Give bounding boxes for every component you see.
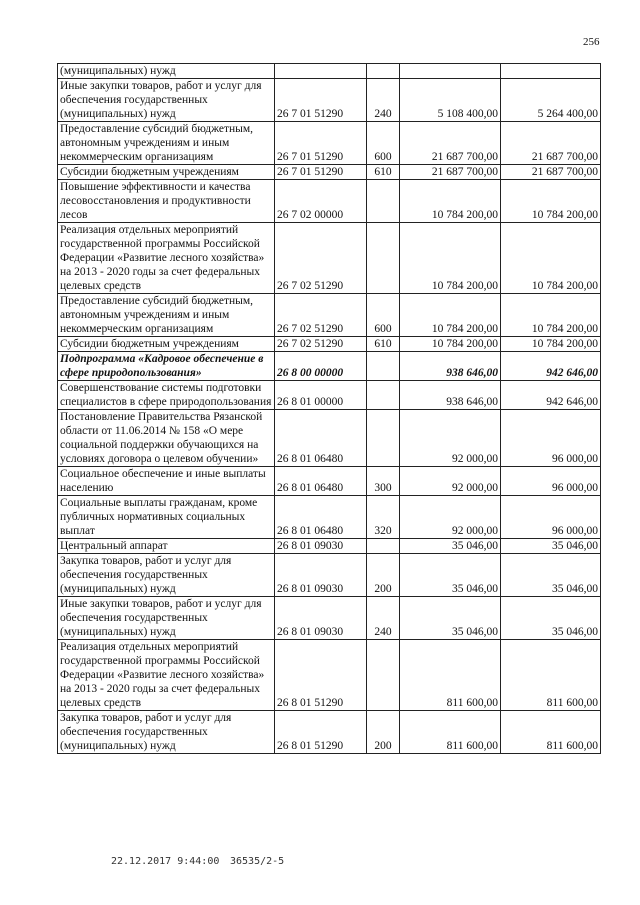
expense-type-cell: 200 <box>367 711 400 754</box>
target-code-cell: 26 7 02 00000 <box>275 180 367 223</box>
target-code-cell: 26 8 01 09030 <box>275 539 367 554</box>
amount-2020-cell: 10 784 200,00 <box>501 180 601 223</box>
table-row <box>58 467 601 496</box>
row-name-cell: Закупка товаров, работ и услуг для обеспечения государственных (муниципальных) нужд <box>58 554 275 597</box>
row-name-cell: Социальные выплаты гражданам, кроме публичных нормативных социальных выплат <box>58 496 275 539</box>
amount-2020-cell: 10 784 200,00 <box>501 223 601 294</box>
row-name-cell: Социальное обеспечение и иные выплаты населению <box>58 467 275 496</box>
amount-2020-cell: 21 687 700,00 <box>501 122 601 165</box>
amount-2020-cell: 10 784 200,00 <box>501 337 601 352</box>
expense-type-cell: 320 <box>367 496 400 539</box>
footer-datetime: 22.12.2017 9:44:00 <box>111 856 220 867</box>
row-name-cell: Субсидии бюджетным учреждениям <box>58 165 275 180</box>
row-name-cell: Субсидии бюджетным учреждениям <box>58 337 275 352</box>
table-row <box>58 381 601 410</box>
page-number: 256 <box>583 36 600 48</box>
table-row <box>58 640 601 711</box>
row-name-cell: Закупка товаров, работ и услуг для обеспечения государственных (муниципальных) нужд <box>58 711 275 754</box>
expense-type-cell: 600 <box>367 122 400 165</box>
target-code-cell: 26 7 02 51290 <box>275 294 367 337</box>
target-code-cell: 26 7 02 51290 <box>275 337 367 352</box>
expense-type-cell: 610 <box>367 165 400 180</box>
amount-2019-cell: 92 000,00 <box>400 410 501 467</box>
target-code-cell: 26 8 01 06480 <box>275 410 367 467</box>
row-name-cell: Иные закупки товаров, работ и услуг для обеспечения государственных (муниципальных) нужд <box>58 79 275 122</box>
table-row <box>58 223 601 294</box>
expense-type-cell: 610 <box>367 337 400 352</box>
footer-doc-id: 36535/2-5 <box>230 856 285 867</box>
target-code-cell: 26 8 01 06480 <box>275 467 367 496</box>
expense-type-cell: 240 <box>367 597 400 640</box>
table-row <box>58 410 601 467</box>
expense-type-cell <box>367 180 400 223</box>
amount-2019-cell: 938 646,00 <box>400 381 501 410</box>
expense-type-cell <box>367 64 400 79</box>
row-name-cell: Повышение эффективности и качества лесовосстановления и продуктивности лесов <box>58 180 275 223</box>
table-row <box>58 496 601 539</box>
amount-2020-cell: 35 046,00 <box>501 539 601 554</box>
table-row <box>58 597 601 640</box>
amount-2020-cell: 35 046,00 <box>501 554 601 597</box>
expense-type-cell: 600 <box>367 294 400 337</box>
amount-2019-cell: 10 784 200,00 <box>400 337 501 352</box>
table-row <box>58 180 601 223</box>
amount-2019-cell: 811 600,00 <box>400 640 501 711</box>
row-name-cell: Постановление Правительства Рязанской области от 11.06.2014 № 158 «О мере социальной поддержки обучающихся на условиях договора о целевом обучении» <box>58 410 275 467</box>
amount-2019-cell: 35 046,00 <box>400 597 501 640</box>
target-code-cell: 26 8 01 51290 <box>275 711 367 754</box>
expense-type-cell <box>367 352 400 381</box>
budget-table-body <box>58 64 601 754</box>
table-row <box>58 64 601 79</box>
target-code-cell: 26 7 01 51290 <box>275 122 367 165</box>
amount-2019-cell: 811 600,00 <box>400 711 501 754</box>
expense-type-cell <box>367 640 400 711</box>
amount-2020-cell: 96 000,00 <box>501 496 601 539</box>
amount-2019-cell: 92 000,00 <box>400 467 501 496</box>
table-row <box>58 352 601 381</box>
target-code-cell: 26 8 01 51290 <box>275 640 367 711</box>
target-code-cell: 26 8 01 06480 <box>275 496 367 539</box>
table-row <box>58 711 601 754</box>
amount-2019-cell: 21 687 700,00 <box>400 122 501 165</box>
row-name-cell: Центральный аппарат <box>58 539 275 554</box>
row-name-cell: Предоставление субсидий бюджетным, автономным учреждениям и иным некоммерческим организациям <box>58 122 275 165</box>
target-code-cell: 26 8 01 00000 <box>275 381 367 410</box>
expense-type-cell <box>367 539 400 554</box>
amount-2020-cell: 942 646,00 <box>501 381 601 410</box>
expense-type-cell <box>367 410 400 467</box>
row-name-cell: Предоставление субсидий бюджетным, автономным учреждениям и иным некоммерческим организациям <box>58 294 275 337</box>
row-name-cell: Подпрограмма «Кадровое обеспечение в сфере природопользования» <box>58 352 275 381</box>
amount-2020-cell: 96 000,00 <box>501 467 601 496</box>
amount-2019-cell: 10 784 200,00 <box>400 223 501 294</box>
expense-type-cell: 200 <box>367 554 400 597</box>
target-code-cell: 26 8 01 09030 <box>275 597 367 640</box>
amount-2019-cell: 21 687 700,00 <box>400 165 501 180</box>
amount-2020-cell: 5 264 400,00 <box>501 79 601 122</box>
target-code-cell: 26 7 02 51290 <box>275 223 367 294</box>
amount-2019-cell: 35 046,00 <box>400 539 501 554</box>
table-row <box>58 539 601 554</box>
row-name-cell: Иные закупки товаров, работ и услуг для обеспечения государственных (муниципальных) нужд <box>58 597 275 640</box>
amount-2020-cell: 21 687 700,00 <box>501 165 601 180</box>
amount-2019-cell: 5 108 400,00 <box>400 79 501 122</box>
amount-2020-cell: 35 046,00 <box>501 597 601 640</box>
target-code-cell: 26 7 01 51290 <box>275 79 367 122</box>
target-code-cell: 26 7 01 51290 <box>275 165 367 180</box>
amount-2020-cell: 942 646,00 <box>501 352 601 381</box>
amount-2020-cell <box>501 64 601 79</box>
expense-type-cell <box>367 223 400 294</box>
table-row <box>58 337 601 352</box>
amount-2019-cell <box>400 64 501 79</box>
amount-2019-cell: 938 646,00 <box>400 352 501 381</box>
row-name-cell: Реализация отдельных мероприятий государственной программы Российской Федерации «Развитие лесного хозяйства» на 2013 - 2020 годы за счет федеральных целевых средств <box>58 640 275 711</box>
row-name-cell: Совершенствование системы подготовки специалистов в сфере природопользования <box>58 381 275 410</box>
target-code-cell: 26 8 01 09030 <box>275 554 367 597</box>
table-row <box>58 165 601 180</box>
budget-table <box>57 63 601 754</box>
table-row <box>58 122 601 165</box>
amount-2020-cell: 811 600,00 <box>501 640 601 711</box>
row-name-cell: (муниципальных) нужд <box>58 64 275 79</box>
table-row <box>58 554 601 597</box>
amount-2019-cell: 10 784 200,00 <box>400 180 501 223</box>
target-code-cell <box>275 64 367 79</box>
amount-2020-cell: 10 784 200,00 <box>501 294 601 337</box>
amount-2020-cell: 811 600,00 <box>501 711 601 754</box>
amount-2019-cell: 92 000,00 <box>400 496 501 539</box>
expense-type-cell: 300 <box>367 467 400 496</box>
table-row <box>58 294 601 337</box>
amount-2019-cell: 10 784 200,00 <box>400 294 501 337</box>
amount-2019-cell: 35 046,00 <box>400 554 501 597</box>
expense-type-cell: 240 <box>367 79 400 122</box>
target-code-cell: 26 8 00 00000 <box>275 352 367 381</box>
amount-2020-cell: 96 000,00 <box>501 410 601 467</box>
table-row <box>58 79 601 122</box>
row-name-cell: Реализация отдельных мероприятий государственной программы Российской Федерации «Развитие лесного хозяйства» на 2013 - 2020 годы за счет федеральных целевых средств <box>58 223 275 294</box>
expense-type-cell <box>367 381 400 410</box>
